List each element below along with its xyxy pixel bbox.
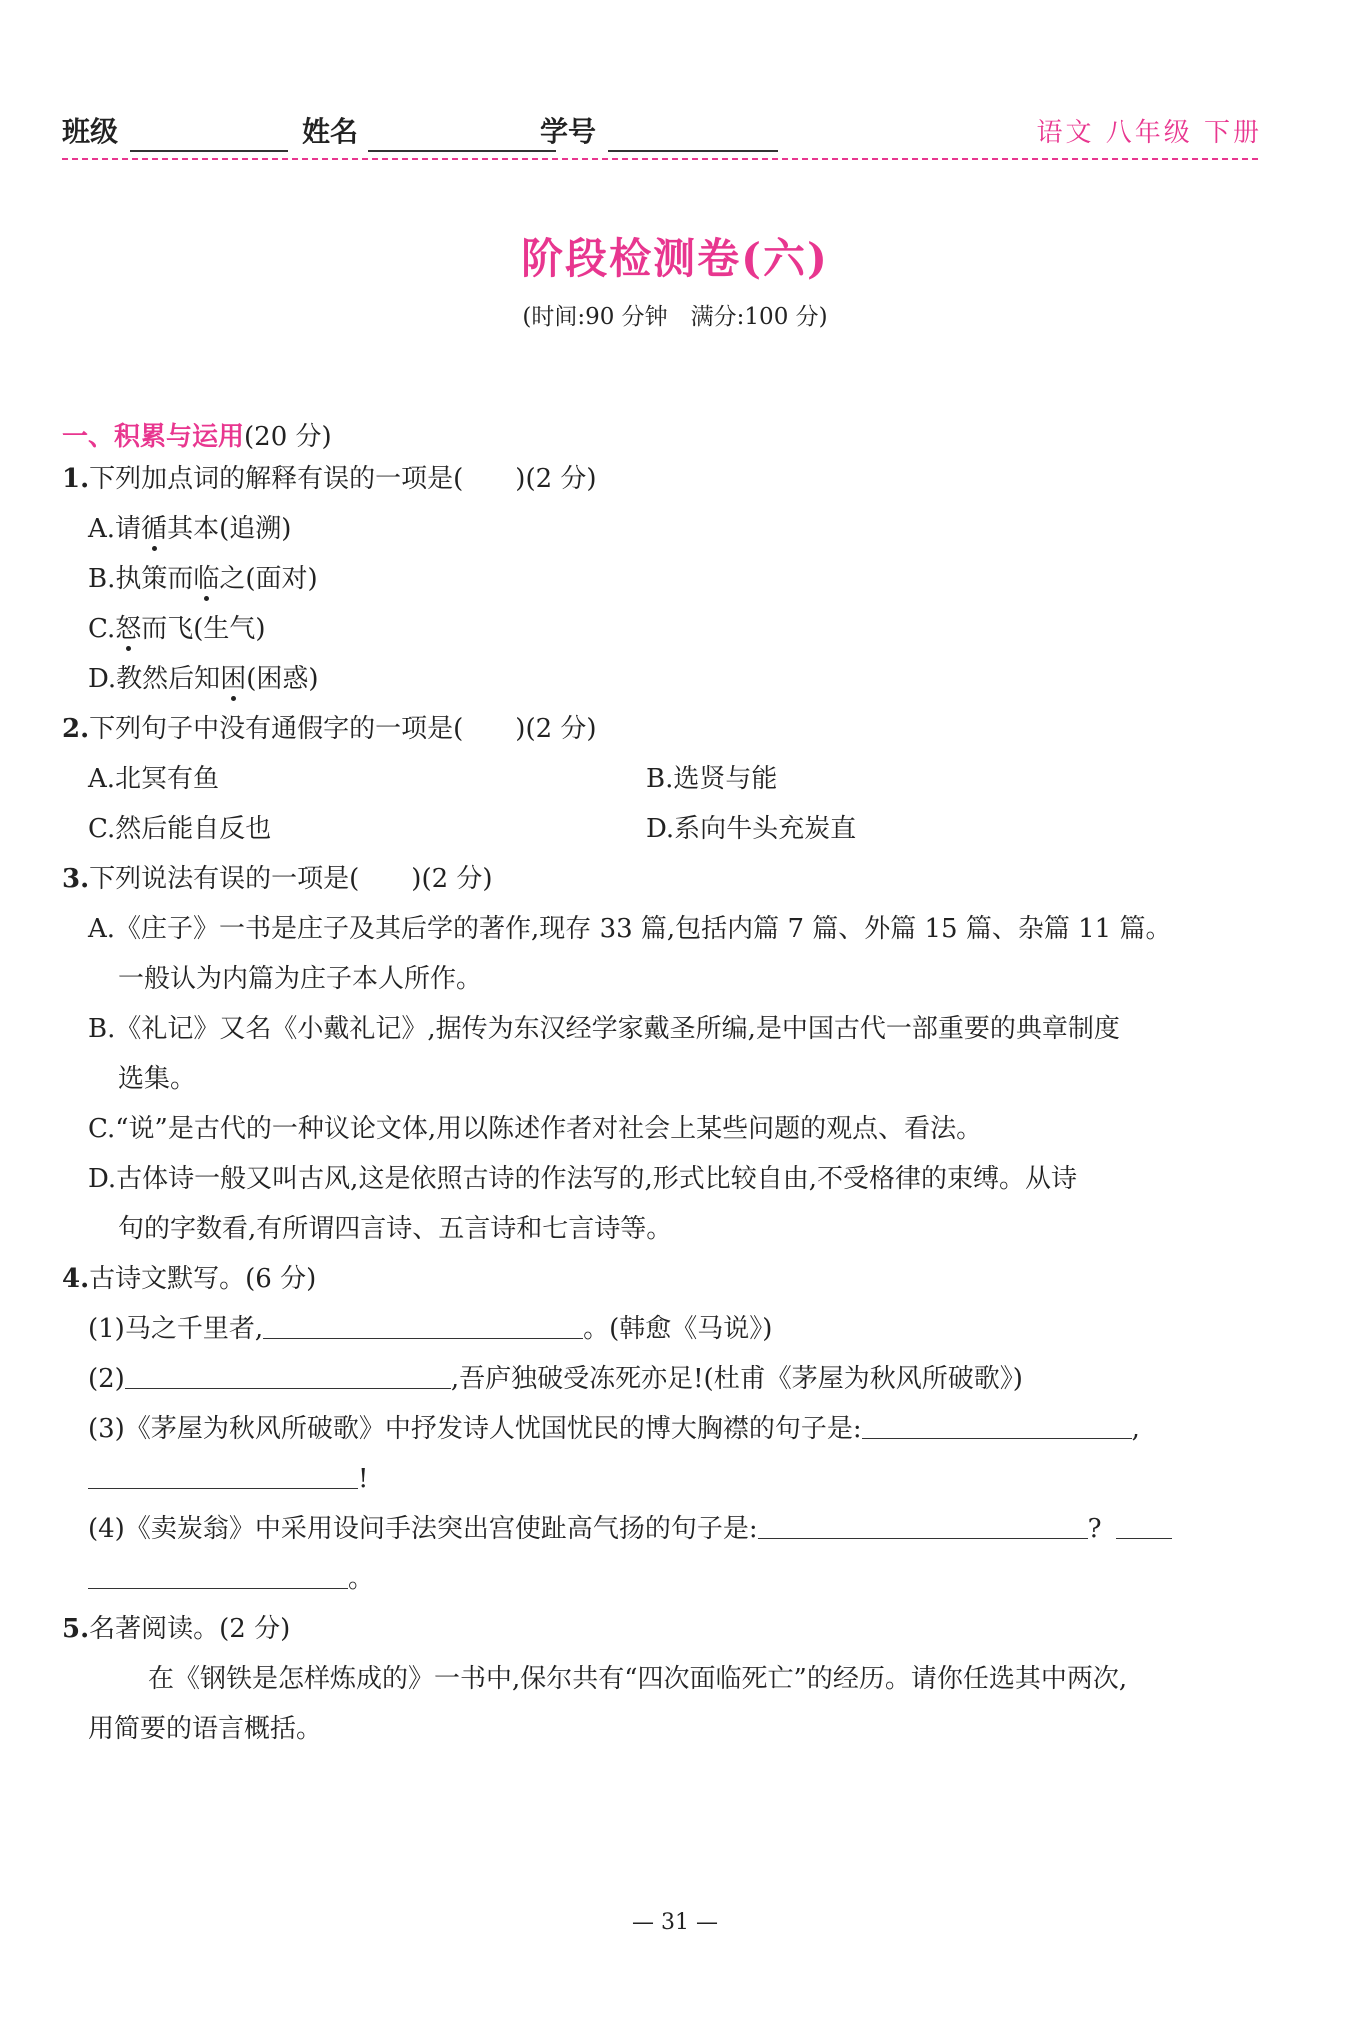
- question-stem: 下列加点词的解释有误的一项是( )(2 分): [89, 464, 597, 494]
- id-field[interactable]: [608, 150, 778, 152]
- item-text: !: [358, 1464, 369, 1494]
- question-4: [62, 1262, 316, 1296]
- q1-option-a[interactable]: [88, 512, 291, 546]
- question-3: [62, 862, 493, 896]
- question-5: [62, 1612, 290, 1646]
- q1-option-c[interactable]: [88, 612, 266, 646]
- option-text: D.教然后知: [88, 664, 221, 694]
- question-number: 3.: [62, 864, 90, 894]
- section-score: (20 分): [244, 422, 332, 452]
- q3-option-b[interactable]: B.《礼记》又名《小戴礼记》,据传为东汉经学家戴圣所编,是中国古代一部重要的典章制度: [88, 1014, 1120, 1044]
- question-number: 1.: [62, 464, 90, 494]
- q3-option-d[interactable]: D.古体诗一般又叫古风,这是依照古诗的作法写的,形式比较自由,不受格律的束缚。从诗: [88, 1164, 1077, 1194]
- header-divider: [62, 158, 1258, 160]
- name-label: 姓名: [302, 115, 359, 148]
- item-text: (4)《卖炭翁》中采用设问手法突出宫使趾高气扬的句子是:: [88, 1514, 758, 1544]
- answer-blank[interactable]: [758, 1512, 1088, 1539]
- option-text: C.: [88, 614, 116, 644]
- q2-option-b[interactable]: B.选贤与能: [646, 764, 778, 794]
- q3-option-d-cont: 句的字数看,有所谓四言诗、五言诗和七言诗等。: [118, 1214, 673, 1244]
- question-1: [62, 462, 597, 496]
- q3-option-a[interactable]: A.《庄子》一书是庄子及其后学的著作,现存 33 篇,包括内篇 7 篇、外篇 15 篇、杂篇 11 篇。: [88, 914, 1172, 944]
- q4-item-1: [88, 1312, 772, 1346]
- option-text: 而飞(生气): [141, 614, 266, 644]
- section-heading: [62, 416, 332, 453]
- book-label: 语文 八年级 下册: [1036, 118, 1262, 148]
- item-text: 。(韩愈《马说》): [583, 1314, 773, 1344]
- question-stem: 下列说法有误的一项是( )(2 分): [89, 864, 493, 894]
- option-text: B.执策而: [88, 564, 194, 594]
- q1-option-d[interactable]: [88, 662, 319, 696]
- option-text: (困惑): [246, 664, 319, 694]
- question-number: 5.: [62, 1614, 90, 1644]
- answer-blank[interactable]: [125, 1362, 451, 1389]
- item-text: ,: [1131, 1414, 1140, 1444]
- answer-blank[interactable]: [263, 1312, 583, 1339]
- q2-option-c[interactable]: C.然后能自反也: [88, 814, 272, 844]
- answer-blank[interactable]: [88, 1462, 358, 1489]
- id-label: 学号: [540, 115, 597, 148]
- header-row: [62, 110, 1262, 154]
- question-number: 2.: [62, 714, 90, 744]
- q4-item-4: [88, 1512, 1172, 1546]
- page-number: — 31 —: [632, 1910, 718, 1935]
- answer-blank[interactable]: [862, 1412, 1132, 1439]
- q2-option-a[interactable]: A.北冥有鱼: [88, 764, 220, 794]
- answer-blank[interactable]: [88, 1562, 348, 1589]
- dotted-char: 循: [141, 514, 168, 544]
- item-text: (3)《茅屋为秋风所破歌》中抒发诗人忧国忧民的博大胸襟的句子是:: [88, 1414, 862, 1444]
- page-title: 阶段检测卷(六): [521, 234, 829, 283]
- question-stem: 名著阅读。(2 分): [89, 1614, 291, 1644]
- section-title: 一、积累与运用: [62, 422, 245, 452]
- q1-option-b[interactable]: [88, 562, 318, 596]
- class-label: 班级: [62, 115, 119, 148]
- q5-paragraph-line2: 用简要的语言概括。: [88, 1714, 323, 1744]
- item-text: (1)马之千里者,: [88, 1314, 264, 1344]
- item-text: (2): [88, 1364, 125, 1394]
- exam-info: (时间:90 分钟 满分:100 分): [522, 304, 828, 330]
- item-text: ?: [1087, 1514, 1102, 1544]
- q4-item-4-cont: [88, 1562, 374, 1596]
- dotted-char: 临: [193, 564, 220, 594]
- name-field[interactable]: [368, 150, 556, 152]
- q3-option-a-cont: 一般认为内篇为庄子本人所作。: [118, 964, 483, 994]
- question-stem: 下列句子中没有通假字的一项是( )(2 分): [89, 714, 597, 744]
- q4-item-2: [88, 1362, 1023, 1396]
- q3-option-b-cont: 选集。: [118, 1064, 197, 1094]
- option-text: 其本(追溯): [167, 514, 292, 544]
- q2-option-d[interactable]: D.系向牛头充炭直: [646, 814, 857, 844]
- q4-item-3-cont: [88, 1462, 368, 1496]
- q4-item-3: [88, 1412, 1140, 1446]
- question-stem: 古诗文默写。(6 分): [89, 1264, 317, 1294]
- item-text: 。: [348, 1564, 375, 1594]
- q3-option-c[interactable]: C.“说”是古代的一种议论文体,用以陈述作者对社会上某些问题的观点、看法。: [88, 1114, 983, 1144]
- item-text: ,吾庐独破受冻死亦足!(杜甫《茅屋为秋风所破歌》): [450, 1364, 1023, 1394]
- question-2: [62, 712, 597, 746]
- option-text: 之(面对): [219, 564, 318, 594]
- question-number: 4.: [62, 1264, 90, 1294]
- class-field[interactable]: [130, 150, 288, 152]
- q5-paragraph-line1: 在《钢铁是怎样炼成的》一书中,保尔共有“四次面临死亡”的经历。请你任选其中两次,: [148, 1664, 1128, 1694]
- dotted-char: 怒: [115, 614, 142, 644]
- dotted-char: 困: [220, 664, 247, 694]
- option-text: A.请: [88, 514, 142, 544]
- answer-blank[interactable]: [1116, 1512, 1172, 1539]
